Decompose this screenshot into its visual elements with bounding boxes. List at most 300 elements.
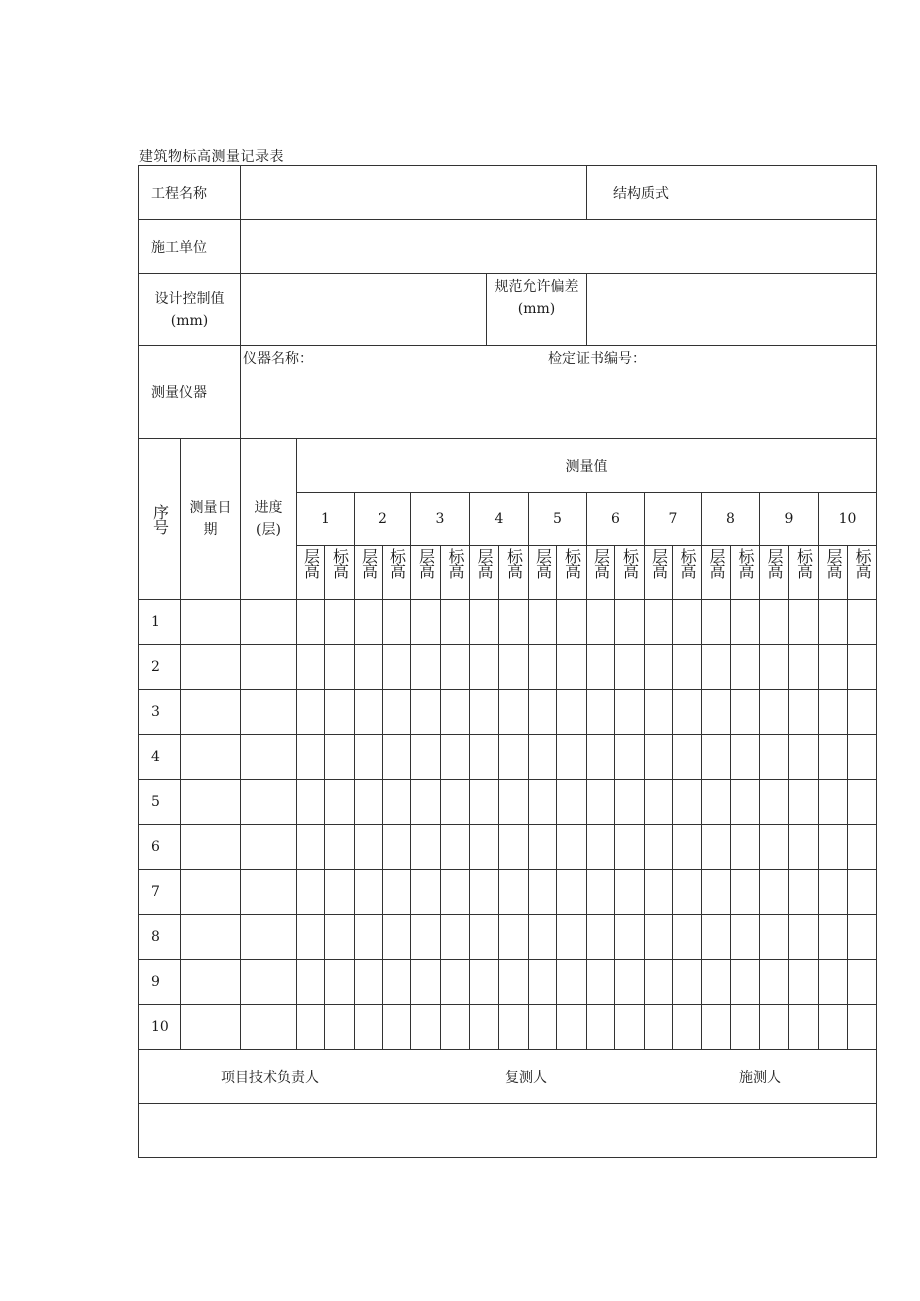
measurement-cell <box>672 644 702 690</box>
row-number-text: 8 <box>151 929 160 945</box>
measurement-cell <box>701 1004 731 1050</box>
progress-header <box>240 438 297 600</box>
date-cell <box>180 599 241 645</box>
measurement-cell <box>354 959 383 1005</box>
date-cell <box>180 689 241 735</box>
measurement-cell <box>818 1004 848 1050</box>
measurement-cell <box>847 869 877 915</box>
measurement-cell <box>847 959 877 1005</box>
measurement-cell <box>586 689 615 735</box>
measurement-cell <box>324 914 355 960</box>
measurement-cell <box>296 1004 325 1050</box>
measurement-cell <box>354 779 383 825</box>
sub-header-text: 层高 <box>301 548 321 578</box>
sub-header-text: 层高 <box>824 548 843 578</box>
row-number-text: 7 <box>151 884 160 900</box>
sub-header-elevation <box>847 545 877 600</box>
measurement-cell <box>382 644 411 690</box>
measurement-cell <box>614 734 645 780</box>
measurement-cell <box>410 734 441 780</box>
measurement-cell <box>498 689 529 735</box>
design-value-field <box>240 273 487 346</box>
measurement-cell <box>469 824 499 870</box>
progress-cell <box>240 599 297 645</box>
measurement-cell <box>847 914 877 960</box>
measurement-cell <box>296 824 325 870</box>
measurement-cell <box>701 959 731 1005</box>
measurement-cell <box>354 1004 383 1050</box>
measurement-cell <box>528 914 557 960</box>
tolerance-label <box>486 273 587 346</box>
measurement-cell <box>788 959 819 1005</box>
measurement-cell <box>644 824 673 870</box>
measurement-cell <box>498 914 529 960</box>
measurement-cell <box>296 779 325 825</box>
sub-header-floor-height <box>410 545 441 600</box>
instrument-section-text: 测量仪器 <box>151 385 207 401</box>
measurement-cell <box>410 779 441 825</box>
measurement-cell <box>614 644 645 690</box>
measurement-cell <box>469 599 499 645</box>
measurement-cell <box>556 914 587 960</box>
measurement-cell <box>469 914 499 960</box>
sub-header-text: 层高 <box>475 548 494 578</box>
measurement-cell <box>672 824 702 870</box>
measurement-cell <box>788 644 819 690</box>
sub-header-text: 标高 <box>853 548 872 578</box>
measurement-cell <box>354 824 383 870</box>
measurement-cell <box>644 779 673 825</box>
measurement-cell <box>556 959 587 1005</box>
progress-header-text-line: (层) <box>256 522 281 538</box>
measurement-cell <box>818 959 848 1005</box>
construction-unit-label <box>138 219 241 274</box>
signer-label: 施测人 <box>739 1070 781 1086</box>
measurement-cell <box>382 689 411 735</box>
measurement-cell <box>498 734 529 780</box>
measurement-cell <box>788 1004 819 1050</box>
measurement-cell <box>701 689 731 735</box>
measurement-cell <box>324 599 355 645</box>
measurement-cell <box>382 959 411 1005</box>
measurement-cell <box>788 779 819 825</box>
design-value-text-line: 设计控制值 <box>154 290 225 307</box>
measurement-cell <box>440 599 470 645</box>
measurement-cell <box>296 599 325 645</box>
sub-header-text: 层高 <box>649 548 669 578</box>
measurement-cell <box>498 869 529 915</box>
sub-header-text: 标高 <box>387 548 407 578</box>
measurement-cell <box>788 734 819 780</box>
measurement-cell <box>324 959 355 1005</box>
measurement-cell <box>759 734 789 780</box>
group-number-text: 5 <box>553 511 562 527</box>
measurement-cell <box>701 734 731 780</box>
measurement-cell <box>324 734 355 780</box>
measurement-cell <box>586 824 615 870</box>
measurement-cell <box>440 959 470 1005</box>
measurement-cell <box>759 869 789 915</box>
design-value-text-line: (mm) <box>170 312 209 329</box>
measurement-cell <box>730 734 760 780</box>
row-number-text: 10 <box>151 1019 169 1035</box>
measurement-cell <box>847 824 877 870</box>
measurement-cell <box>644 1004 673 1050</box>
measurement-cell <box>614 959 645 1005</box>
sub-header-floor-height <box>818 545 848 600</box>
measurement-cell <box>788 599 819 645</box>
measurement-cell <box>759 689 789 735</box>
progress-cell <box>240 779 297 825</box>
measurement-cell <box>410 689 441 735</box>
measurement-cell <box>644 689 673 735</box>
measurement-cell <box>528 689 557 735</box>
sub-header-text: 层高 <box>765 548 784 578</box>
project-name-label <box>138 165 241 220</box>
sub-header-text: 标高 <box>446 548 465 578</box>
measurement-cell <box>440 1004 470 1050</box>
group-number-text: 10 <box>838 511 857 527</box>
measurement-cell <box>528 644 557 690</box>
measurement-cell <box>410 599 441 645</box>
measurement-values-text: 测量值 <box>565 458 608 475</box>
measurement-cell <box>354 644 383 690</box>
measurement-cell <box>730 1004 760 1050</box>
progress-cell <box>240 689 297 735</box>
measurement-cell <box>382 779 411 825</box>
measurement-cell <box>469 734 499 780</box>
seq-header-text: 序号 <box>150 504 170 534</box>
measurement-cell <box>410 824 441 870</box>
measurement-cell <box>672 779 702 825</box>
measurement-cell <box>586 869 615 915</box>
sub-header-floor-height <box>469 545 499 600</box>
measurement-cell <box>586 644 615 690</box>
measurement-cell <box>528 734 557 780</box>
measurement-cell <box>701 869 731 915</box>
progress-cell <box>240 959 297 1005</box>
measurement-cell <box>847 779 877 825</box>
measurement-cell <box>759 959 789 1005</box>
measurement-cell <box>296 914 325 960</box>
measurement-cell <box>586 959 615 1005</box>
measurement-cell <box>672 914 702 960</box>
measurement-cell <box>614 779 645 825</box>
measurement-cell <box>818 734 848 780</box>
group-number-2 <box>354 492 411 546</box>
construction-unit-label-text: 施工单位 <box>151 239 207 256</box>
group-number-text: 2 <box>378 511 387 527</box>
date-cell <box>180 1004 241 1050</box>
measurement-cell <box>701 644 731 690</box>
measurement-cell <box>498 959 529 1005</box>
row-number-text: 3 <box>151 704 160 720</box>
table-row-number <box>138 869 181 915</box>
tolerance-text-line: 规范允许偏差 <box>494 279 579 295</box>
measurement-cell <box>440 689 470 735</box>
measurement-cell <box>498 779 529 825</box>
measurement-cell <box>354 869 383 915</box>
measurement-cell <box>818 869 848 915</box>
measurement-cell <box>644 914 673 960</box>
measurement-cell <box>614 1004 645 1050</box>
measurement-cell <box>644 644 673 690</box>
progress-cell <box>240 734 297 780</box>
measurement-cell <box>788 824 819 870</box>
sub-header-elevation <box>730 545 760 600</box>
measurement-cell <box>469 1004 499 1050</box>
measurement-cell <box>498 644 529 690</box>
measurement-cell <box>759 824 789 870</box>
measurement-cell <box>528 824 557 870</box>
sub-header-elevation <box>324 545 355 600</box>
measurement-cell <box>759 599 789 645</box>
measurement-cell <box>672 734 702 780</box>
measurement-cell <box>586 1004 615 1050</box>
measurement-cell <box>818 779 848 825</box>
measurement-cell <box>528 869 557 915</box>
date-cell <box>180 734 241 780</box>
structure-label <box>586 165 877 220</box>
date-cell <box>180 644 241 690</box>
measurement-cell <box>469 869 499 915</box>
measurement-cell <box>324 1004 355 1050</box>
group-number-text: 8 <box>726 511 735 527</box>
instrument-section-label <box>138 345 241 439</box>
measurement-cell <box>701 779 731 825</box>
measurement-cell <box>556 869 587 915</box>
measurement-cell <box>614 824 645 870</box>
progress-cell <box>240 914 297 960</box>
progress-header-text-line: 进度 <box>254 500 283 516</box>
table-row-number <box>138 1004 181 1050</box>
measurement-cell <box>818 689 848 735</box>
measurement-cell <box>324 869 355 915</box>
sub-header-elevation <box>614 545 645 600</box>
date-header-text-line: 测量日 <box>189 500 232 516</box>
measurement-cell <box>788 869 819 915</box>
measurement-cell <box>788 914 819 960</box>
table-row-number <box>138 644 181 690</box>
table-row-number <box>138 779 181 825</box>
measurement-cell <box>759 914 789 960</box>
row-number-text: 6 <box>151 839 160 855</box>
measurement-cell <box>788 689 819 735</box>
row-number-text: 1 <box>151 614 160 630</box>
measurement-cell <box>440 779 470 825</box>
signers-row <box>138 1049 877 1104</box>
sub-header-text: 层高 <box>591 548 611 578</box>
date-header <box>180 438 241 600</box>
signature-area <box>138 1103 877 1158</box>
measurement-cell <box>556 689 587 735</box>
measurement-cell <box>469 959 499 1005</box>
measurement-cell <box>614 869 645 915</box>
measurement-cell <box>556 824 587 870</box>
measurement-cell <box>469 779 499 825</box>
sub-header-floor-height <box>644 545 673 600</box>
project-name-value <box>240 165 587 220</box>
group-number-1 <box>296 492 355 546</box>
measurement-cell <box>730 779 760 825</box>
group-number-8 <box>701 492 760 546</box>
measurement-cell <box>586 779 615 825</box>
measurement-cell <box>469 689 499 735</box>
measurement-cell <box>556 779 587 825</box>
tolerance-field <box>586 273 877 346</box>
measurement-cell <box>410 869 441 915</box>
measurement-cell <box>296 959 325 1005</box>
measurement-cell <box>644 599 673 645</box>
structure-label-text: 结构质式 <box>613 185 669 202</box>
group-number-5 <box>528 492 587 546</box>
measurement-cell <box>847 599 877 645</box>
measurement-cell <box>440 644 470 690</box>
measurement-cell <box>818 644 848 690</box>
document-title: 建筑物标高测量记录表 <box>139 149 284 165</box>
measurement-cell <box>644 869 673 915</box>
sub-header-text: 层高 <box>533 548 553 578</box>
sub-header-elevation <box>382 545 411 600</box>
measurement-cell <box>701 914 731 960</box>
sub-header-text: 标高 <box>562 548 582 578</box>
measurement-cell <box>528 779 557 825</box>
measurement-cell <box>730 689 760 735</box>
measurement-cell <box>440 734 470 780</box>
table-row-number <box>138 689 181 735</box>
sub-header-text: 层高 <box>707 548 726 578</box>
measurement-cell <box>296 644 325 690</box>
measurement-cell <box>410 1004 441 1050</box>
measurement-cell <box>672 959 702 1005</box>
group-number-text: 9 <box>784 511 794 527</box>
table-row-number <box>138 959 181 1005</box>
group-number-7 <box>644 492 702 546</box>
measurement-cell <box>324 644 355 690</box>
measurement-cell <box>528 599 557 645</box>
group-number-text: 3 <box>435 511 445 527</box>
measurement-cell <box>614 689 645 735</box>
measurement-cell <box>556 599 587 645</box>
measurement-cell <box>586 734 615 780</box>
measurement-cell <box>382 914 411 960</box>
instrument-info-cell <box>240 345 877 439</box>
measurement-cell <box>498 599 529 645</box>
row-number-text: 2 <box>151 659 160 675</box>
measurement-cell <box>818 599 848 645</box>
tolerance-text-line: (mm) <box>517 301 556 317</box>
instrument-name-label: 仪器名称： <box>243 351 313 367</box>
table-row-number <box>138 599 181 645</box>
measurement-cell <box>730 644 760 690</box>
measurement-cell <box>296 869 325 915</box>
group-number-text: 6 <box>611 511 620 527</box>
sub-header-elevation <box>498 545 529 600</box>
measurement-cell <box>730 824 760 870</box>
measurement-cell <box>382 869 411 915</box>
measurement-cell <box>382 734 411 780</box>
measurement-cell <box>759 779 789 825</box>
certificate-label: 检定证书编号： <box>548 351 646 367</box>
measurement-cell <box>644 959 673 1005</box>
measurement-values-header <box>296 438 877 493</box>
date-cell <box>180 914 241 960</box>
signer-label: 项目技术负责人 <box>221 1070 319 1086</box>
measurement-cell <box>528 1004 557 1050</box>
measurement-cell <box>847 644 877 690</box>
progress-cell <box>240 1004 297 1050</box>
measurement-cell <box>672 599 702 645</box>
measurement-cell <box>296 734 325 780</box>
measurement-cell <box>498 824 529 870</box>
date-header-text-line: 期 <box>203 522 218 538</box>
measurement-cell <box>324 689 355 735</box>
sub-header-elevation <box>440 545 470 600</box>
group-number-10 <box>818 492 877 546</box>
construction-unit-value <box>240 219 877 274</box>
sub-header-text: 标高 <box>678 548 697 578</box>
sub-header-text: 层高 <box>416 548 436 578</box>
sub-header-text: 标高 <box>736 548 755 578</box>
measurement-cell <box>354 689 383 735</box>
sub-header-elevation <box>556 545 587 600</box>
measurement-cell <box>324 779 355 825</box>
measurement-cell <box>672 869 702 915</box>
group-number-text: 1 <box>321 511 330 527</box>
measurement-cell <box>556 644 587 690</box>
sub-header-floor-height <box>528 545 557 600</box>
measurement-cell <box>296 689 325 735</box>
measurement-cell <box>382 824 411 870</box>
row-number-text: 4 <box>151 749 160 765</box>
measurement-cell <box>382 1004 411 1050</box>
measurement-cell <box>818 824 848 870</box>
sub-header-text: 标高 <box>330 548 350 578</box>
group-number-text: 4 <box>494 511 504 527</box>
project-name-label-text: 工程名称 <box>151 185 207 202</box>
tolerance-text <box>495 276 579 320</box>
measurement-cell <box>818 914 848 960</box>
sub-header-floor-height <box>354 545 383 600</box>
measurement-cell <box>410 914 441 960</box>
table-row-number <box>138 914 181 960</box>
sub-header-text: 标高 <box>794 548 814 578</box>
measurement-cell <box>701 824 731 870</box>
table-row-number <box>138 824 181 870</box>
measurement-cell <box>440 914 470 960</box>
measurement-cell <box>847 689 877 735</box>
measurement-cell <box>847 1004 877 1050</box>
measurement-cell <box>730 914 760 960</box>
measurement-cell <box>410 644 441 690</box>
design-value-label <box>138 273 241 346</box>
measurement-cell <box>528 959 557 1005</box>
group-number-9 <box>759 492 819 546</box>
row-number-text: 9 <box>151 974 160 990</box>
date-cell <box>180 869 241 915</box>
date-cell <box>180 779 241 825</box>
measurement-cell <box>701 599 731 645</box>
measurement-cell <box>614 914 645 960</box>
group-number-text: 7 <box>668 511 678 527</box>
sub-header-floor-height <box>586 545 615 600</box>
sub-header-floor-height <box>701 545 731 600</box>
row-number-text: 5 <box>151 794 160 810</box>
sub-header-text: 层高 <box>359 548 379 578</box>
progress-header-text <box>255 497 283 541</box>
measurement-cell <box>586 914 615 960</box>
measurement-cell <box>614 599 645 645</box>
